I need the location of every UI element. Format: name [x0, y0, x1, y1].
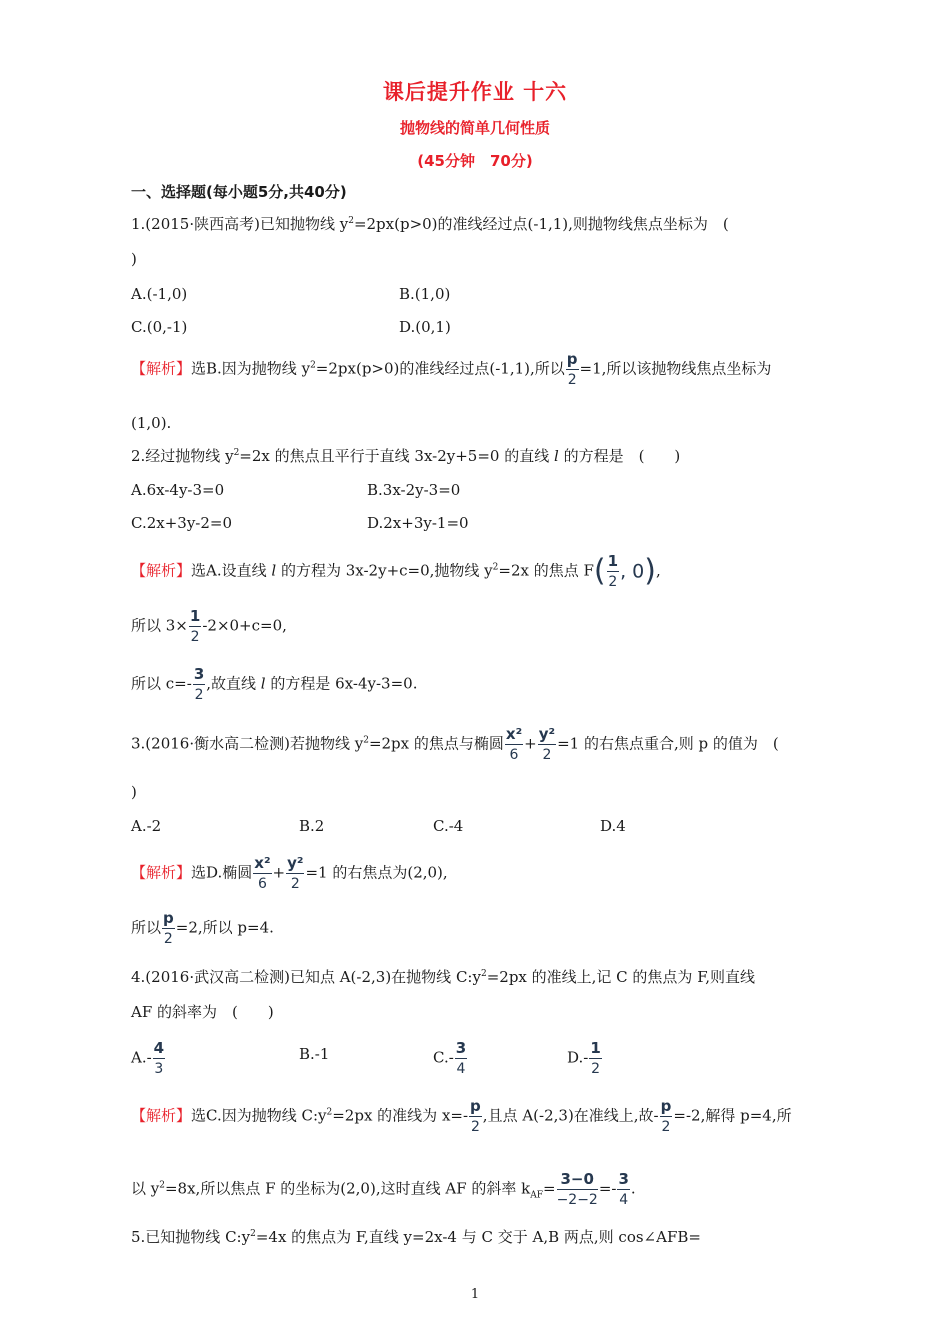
q4-sol-part: =- — [598, 1179, 617, 1198]
section-heading: 一、选择题(每小题5分,共40分) — [131, 183, 347, 201]
time-score-note: (45分钟 70分) — [417, 152, 533, 170]
fraction — [162, 911, 175, 946]
q4-option-c — [433, 1041, 468, 1076]
q4-sol-part: =8x,所以焦点 F 的坐标为(2,0),这时直线 AF 的斜率 k — [164, 1179, 531, 1198]
q4-option-a — [131, 1041, 166, 1076]
q5-stem-part: 5.已知抛物线 C:y — [131, 1228, 251, 1246]
denominator: 3 — [154, 1061, 164, 1077]
q3-sol-part: =2,所以 p=4. — [175, 918, 274, 937]
superscript: 2 — [159, 1180, 165, 1191]
numerator: p — [470, 1097, 481, 1115]
solution-tag: 【解析】 — [131, 561, 192, 580]
numerator: p — [660, 1097, 672, 1115]
denominator: 2 — [542, 747, 552, 763]
denominator: −2−2 — [556, 1192, 598, 1208]
q4-solution — [131, 1099, 792, 1134]
numerator: 3−0 — [557, 1172, 598, 1190]
line-variable: l — [260, 674, 266, 693]
fraction — [455, 1041, 467, 1076]
q1-sol-part: 选B.因为抛物线 y — [191, 359, 311, 378]
q3-solution-line2 — [131, 911, 274, 946]
q5-stem-part: =4x 的焦点为 F,直线 y=2x-4 与 C 交于 A,B 两点,则 cos∠AFB= — [255, 1228, 701, 1246]
page-number: 1 — [470, 1287, 480, 1302]
superscript: 2 — [492, 562, 499, 573]
q1-sol-part: =1,所以该抛物线焦点坐标为 — [579, 359, 772, 378]
q4-sol-part: 选C.因为抛物线 C:y — [191, 1106, 327, 1125]
q5-stem — [131, 1226, 701, 1248]
q2-stem — [131, 445, 680, 467]
q1-stem-part: 1.(2015·陕西高考)已知抛物线 y — [131, 215, 349, 233]
numerator: x² — [505, 725, 523, 743]
q2-sol-part: =2x 的焦点 F — [498, 561, 594, 580]
q2-sol-part: 选A.设直线 — [191, 561, 272, 580]
plus-sign: + — [524, 734, 537, 753]
fraction — [557, 1172, 598, 1207]
q4-sol-part: =-2,解得 p=4,所 — [673, 1106, 792, 1125]
q3-option-a: A.-2 — [131, 817, 162, 835]
q1-option-d: D.(0,1) — [399, 318, 451, 336]
denominator: 2 — [290, 876, 300, 892]
fraction — [286, 856, 304, 891]
solution-tag: 【解析】 — [131, 359, 192, 378]
numerator: p — [163, 909, 174, 927]
worksheet-title: 课后提升作业 十六 — [382, 80, 568, 104]
q3-solution — [131, 856, 448, 891]
superscript: 2 — [348, 216, 354, 226]
q4-sol-part: 以 y — [131, 1179, 160, 1198]
superscript: 2 — [363, 735, 369, 746]
q1-option-a: A.(-1,0) — [131, 285, 188, 303]
fraction — [566, 352, 579, 387]
denominator: 2 — [470, 1119, 480, 1135]
denominator: 2 — [194, 687, 204, 703]
q2-sol-part: ,故直线 — [206, 674, 261, 693]
q4-option-d — [567, 1041, 603, 1076]
q3-stem-part: =1 的右焦点重合,则 p 的值为 ( — [557, 734, 779, 753]
denominator: 6 — [257, 876, 267, 892]
right-paren: ) — [644, 553, 656, 589]
denominator: 2 — [190, 629, 200, 645]
denominator: 4 — [456, 1061, 466, 1077]
solution-tag: 【解析】 — [131, 1106, 192, 1125]
q3-sol-part: 选D.椭圆 — [191, 863, 253, 882]
q2-stem-part: =2x 的焦点且平行于直线 3x-2y+5=0 的直线 — [239, 447, 554, 465]
fraction — [469, 1099, 482, 1134]
q1-solution — [131, 352, 771, 387]
q2-sol-part: -2×0+c=0, — [202, 616, 287, 635]
q4-stem-part: =2px 的准线上,记 C 的焦点为 F,则直线 — [486, 968, 756, 986]
fraction — [660, 1099, 673, 1134]
fraction — [253, 856, 271, 891]
q4-stem-line2: AF 的斜率为 ( ) — [131, 1003, 274, 1021]
q4-sol-part: =2px 的准线为 x=- — [332, 1106, 469, 1125]
fraction — [538, 727, 556, 762]
q3-option-d: D.4 — [600, 817, 626, 835]
superscript: 2 — [310, 360, 316, 371]
fraction — [189, 609, 201, 644]
q3-option-c: C.-4 — [433, 817, 464, 835]
plus-sign: + — [272, 863, 286, 882]
line-variable: l — [554, 447, 559, 465]
q3-stem-part: 3.(2016·衡水高二检测)若抛物线 y — [131, 734, 364, 753]
numerator: 3 — [455, 1039, 467, 1057]
q1-option-b: B.(1,0) — [399, 285, 451, 303]
numerator: y² — [287, 854, 304, 872]
q2-sol-part: 的方程是 6x-4y-3=0. — [265, 674, 418, 693]
q2-solution-line3 — [131, 667, 417, 702]
denominator: 2 — [608, 574, 618, 590]
superscript: 2 — [233, 448, 240, 458]
superscript: 2 — [326, 1107, 333, 1118]
option-label: C.- — [433, 1048, 454, 1067]
q3-stem-part: =2px 的焦点与椭圆 — [368, 734, 504, 753]
denominator: 6 — [509, 747, 519, 763]
q1-sol-part: =2px(p>0)的准线经过点(-1,1),所以 — [315, 359, 565, 378]
q4-sol-part: . — [630, 1179, 636, 1198]
q4-sol-part: = — [542, 1179, 556, 1198]
numerator: y² — [538, 725, 556, 743]
numerator: 1 — [607, 552, 619, 570]
numerator: 4 — [153, 1039, 165, 1057]
q2-option-c: C.2x+3y-2=0 — [131, 514, 233, 532]
q2-sol-part: 所以 c=- — [131, 674, 192, 693]
q4-sol-part: ,且点 A(-2,3)在准线上,故- — [482, 1106, 659, 1125]
option-label: D.- — [567, 1048, 589, 1067]
q2-solution — [131, 554, 661, 589]
q4-option-b: B.-1 — [299, 1045, 330, 1063]
q4-solution-line2 — [131, 1172, 636, 1207]
q2-stem-part: 2.经过抛物线 y — [131, 447, 234, 465]
left-paren: ( — [593, 553, 606, 589]
q3-stem-end: ) — [131, 783, 137, 801]
q4-stem — [131, 966, 755, 988]
fraction — [589, 1041, 601, 1076]
superscript: 2 — [250, 1229, 256, 1239]
q3-sol-part: =1 的右焦点为(2,0), — [305, 863, 448, 882]
denominator: 4 — [619, 1192, 629, 1208]
q2-option-a: A.6x-4y-3=0 — [131, 481, 225, 499]
denominator: 2 — [567, 372, 577, 388]
denominator: 2 — [163, 931, 173, 947]
numerator: 1 — [590, 1039, 601, 1057]
q4-stem-part: 4.(2016·武汉高二检测)已知点 A(-2,3)在抛物线 C:y — [131, 968, 481, 986]
q2-sol-part: , — [655, 561, 661, 580]
q2-solution-line2 — [131, 609, 287, 644]
numerator: 3 — [618, 1170, 629, 1188]
coordinate-zero: , 0 — [620, 560, 645, 583]
numerator: p — [566, 350, 578, 368]
numerator: x² — [254, 854, 271, 872]
denominator: 2 — [661, 1119, 671, 1135]
q2-sol-part: 的方程为 3x-2y+c=0,抛物线 y — [276, 561, 493, 580]
fraction — [193, 667, 205, 702]
q1-stem — [131, 213, 729, 235]
q2-sol-part: 所以 3× — [131, 616, 188, 635]
q2-stem-part: 的方程是 ( ) — [558, 447, 681, 465]
q3-sol-part: 所以 — [131, 918, 162, 937]
line-variable: l — [271, 561, 277, 580]
denominator: 2 — [591, 1061, 600, 1077]
option-label: A.- — [131, 1048, 152, 1067]
q3-option-b: B.2 — [299, 817, 325, 835]
q1-stem-end: ) — [131, 250, 137, 268]
fraction — [505, 727, 523, 762]
fraction — [617, 1172, 629, 1207]
q2-option-d: D.2x+3y-1=0 — [367, 514, 469, 532]
superscript: 2 — [480, 969, 487, 979]
q1-option-c: C.(0,-1) — [131, 318, 188, 336]
q3-stem — [131, 727, 779, 762]
fraction — [153, 1041, 165, 1076]
solution-tag: 【解析】 — [131, 863, 192, 882]
q1-stem-part: =2px(p>0)的准线经过点(-1,1),则抛物线焦点坐标为 ( — [353, 215, 729, 233]
subscript: AF — [530, 1190, 543, 1201]
q1-solution-end: (1,0). — [131, 414, 172, 432]
fraction — [607, 554, 619, 589]
q2-option-b: B.3x-2y-3=0 — [367, 481, 461, 499]
numerator: 1 — [189, 607, 201, 625]
numerator: 3 — [193, 665, 205, 683]
worksheet-subtitle: 抛物线的简单几何性质 — [399, 119, 550, 137]
